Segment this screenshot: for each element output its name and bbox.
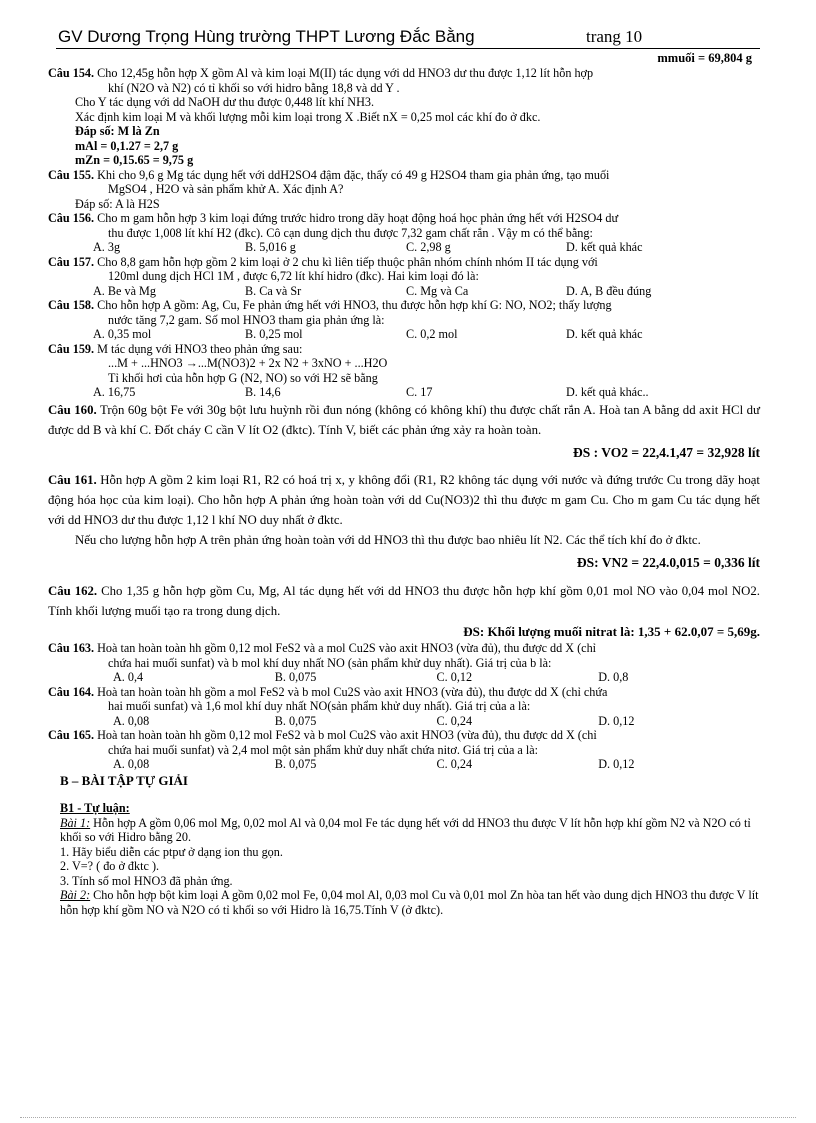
option-b: B. 0,25 mol xyxy=(245,327,303,341)
answer-options xyxy=(48,240,760,255)
question-label: Câu 159. xyxy=(48,341,95,356)
question-text: Cho m gam hỗn hợp 3 kim loại đứng trước hidro trong dãy hoạt động hoá học phản ứng hết với H2SO4 dư xyxy=(97,211,619,225)
answer-text: ĐS: VN2 = 22,4.0,015 = 0,336 lít xyxy=(576,555,760,570)
question-label: Câu 158. xyxy=(48,298,95,312)
previous-answer: mmuối = 69,804 g xyxy=(657,51,752,65)
question-label: Câu 156. xyxy=(48,211,95,225)
answer-text: Đáp số: M là Zn xyxy=(75,124,160,138)
option-a: A. 0,08 xyxy=(113,757,150,771)
answer-options xyxy=(48,757,760,772)
question-160 xyxy=(48,400,760,461)
header-author: GV Dương Trọng Hùng trường THPT Lương Đắc Bằng xyxy=(58,27,475,46)
question-label: Câu 161. xyxy=(48,473,97,487)
section-b xyxy=(48,774,760,918)
question-label: Câu 160. xyxy=(48,402,97,417)
option-c: C. 0,24 xyxy=(436,713,473,728)
question-text: Hoà tan hoàn toàn hh gồm 0,12 mol FeS2 và b mol Cu2S vào axit HNO3 (vừa đủ), thu được dd X (chỉ xyxy=(97,728,597,742)
option-b: B. 0,075 xyxy=(274,757,317,771)
document-body xyxy=(48,66,760,917)
answer-options xyxy=(48,284,760,299)
question-text: Cho 1,35 g hỗn hợp gồm Cu, Mg, Al tác dụng hết với dd HNO3 thu được hỗn hợp khí gồm 0,01 mol NO vào 0,04 mol NO2. Tính khối lượng muối tạo ra trong dung dịch. xyxy=(48,583,760,618)
option-c: C. 2,98 g xyxy=(406,240,451,254)
option-c: C. 0,2 mol xyxy=(406,327,458,341)
question-text: MgSO4 , H2O và sản phẩm khử A. Xác định A? xyxy=(108,182,344,196)
option-d: D. 0,12 xyxy=(598,713,635,728)
subsection-title: B1 - Tự luận: xyxy=(60,801,130,815)
option-d: D. 0,8 xyxy=(598,670,629,684)
question-163 xyxy=(48,641,760,685)
answer-text: ĐS : VO2 = 22,4.1,47 = 32,928 lít xyxy=(573,444,760,460)
option-b: B. 14,6 xyxy=(245,385,281,399)
page-bottom-divider xyxy=(20,1117,796,1118)
question-159 xyxy=(48,342,760,400)
question-text: Cho Y tác dụng với dd NaOH dư thu được 0,448 lít khí NH3. xyxy=(75,95,375,109)
question-text: khí (N2O và N2) có tỉ khối so với hidro bằng 18,8 và dd Y . xyxy=(108,80,400,95)
question-text: Cho 8,8 gam hỗn hợp gồm 2 kim loại ở 2 chu kì liên tiếp thuộc phân nhóm chính nhóm II tác dụng với xyxy=(97,254,598,269)
option-a: A. 0,08 xyxy=(113,713,150,728)
exercise-label: Bài 2: xyxy=(60,888,91,902)
question-text: Cho hỗn hợp A gồm: Ag, Cu, Fe phản ứng hết với HNO3, thu được hỗn hợp khí G: NO, NO2; thấy lượng xyxy=(97,298,612,312)
question-text: chứa hai muối sunfat) và b mol khí duy nhất NO (sản phẩm khử duy nhất). Giá trị của b là: xyxy=(108,655,552,670)
question-text: Tỉ khối hơi của hỗn hợp G (N2, NO) so với H2 sẽ bằng xyxy=(108,370,378,385)
question-text: Nếu cho lượng hỗn hợp A trên phản ứng hoàn toàn với dd HNO3 thì thu được bao nhiêu lít N2. Các thể tích khí đo ở đktc. xyxy=(75,533,701,547)
answer-options xyxy=(48,714,760,729)
question-text: hai muối sunfat) và 1,6 mol khí duy nhất NO(sản phẩm khử duy nhất). Giá trị của a là: xyxy=(108,699,531,713)
question-165 xyxy=(48,728,760,772)
answer-text: ĐS: Khối lượng muối nitrat là: 1,35 + 62.0,07 = 5,69g. xyxy=(463,623,760,639)
option-d: D. kết quả khác.. xyxy=(566,385,649,399)
question-text: 120ml dung dịch HCl 1M , được 6,72 lít khí hidro (đkc). Hai kim loại đó là: xyxy=(108,269,479,283)
question-label: Câu 154. xyxy=(48,66,95,80)
answer-options xyxy=(48,327,760,342)
question-text: Khi cho 9,6 g Mg tác dụng hết với ddH2SO4 đậm đặc, thấy có 49 g H2SO4 tham gia phản ứng, tạo muối xyxy=(97,167,610,182)
question-164 xyxy=(48,685,760,729)
section-title: B – BÀI TẬP TỰ GIẢI xyxy=(60,772,188,788)
option-a: A. 3g xyxy=(93,240,121,254)
reaction-equation: ...M + ...HNO3 →...M(NO3)2 + 2x N2 + 3xNO + ...H2O xyxy=(108,356,388,370)
page-header xyxy=(56,26,760,49)
option-b: B. 5,016 g xyxy=(245,240,296,254)
answer-text: Đáp số: A là H2S xyxy=(75,196,160,211)
option-c: C. 0,12 xyxy=(436,670,473,684)
option-a: A. 16,75 xyxy=(93,385,136,399)
question-156 xyxy=(48,211,760,255)
question-text: chứa hai muối sunfat) và 2,4 mol một sản phẩm khử duy nhất chứa nitơ. Giá trị của a là: xyxy=(108,742,539,757)
question-162 xyxy=(48,581,760,640)
exercise-item: 2. V=? ( đo ở đktc ). xyxy=(60,859,160,873)
option-a: A. Be và Mg xyxy=(93,283,156,298)
question-text: Cho 12,45g hỗn hợp X gồm Al và kim loại M(II) tác dụng với dd HNO3 dư thu được 1,12 lít hỗn hợp xyxy=(97,66,594,80)
question-text: Hoà tan hoàn toàn hh gồm a mol FeS2 và b mol Cu2S vào axit HNO3 (vừa đủ), thu được dd X (chỉ chứa xyxy=(97,684,608,699)
answer-options xyxy=(48,385,760,400)
question-label: Câu 164. xyxy=(48,684,95,699)
option-b: B. Ca và Sr xyxy=(245,283,302,298)
question-label: Câu 162. xyxy=(48,583,98,598)
question-text: Hoà tan hoàn toàn hh gồm 0,12 mol FeS2 và a mol Cu2S vào axit HNO3 (vừa đủ), thu được dd X (chỉ xyxy=(97,641,597,655)
question-text: nước tăng 7,2 gam. Số mol HNO3 tham gia phản ứng là: xyxy=(108,312,385,327)
question-155 xyxy=(48,168,760,212)
question-label: Câu 163. xyxy=(48,641,95,655)
question-label: Câu 155. xyxy=(48,167,95,182)
option-c: C. Mg và Ca xyxy=(406,283,469,298)
question-157 xyxy=(48,255,760,299)
exercise-text: Cho hỗn hợp bột kim loại A gồm 0,02 mol Fe, 0,04 mol Al, 0,03 mol Cu và 0,01 mol Zn hòa tan hết vào dung dịch HNO3 thu được V lít hỗn hợp khí gồm NO và N2O có tỉ khối so với Hidro là 16,75.Tính V (ở đktc). xyxy=(60,888,759,917)
option-a: A. 0,4 xyxy=(113,670,144,684)
question-161 xyxy=(48,470,760,571)
exercise-text: Hỗn hợp A gồm 0,06 mol Mg, 0,02 mol Al và 0,04 mol Fe tác dụng hết với dd HNO3 thu được V lít hỗn hợp khí gồm N2 và N2O có tỉ khối so với Hidro bằng 20. xyxy=(60,815,751,844)
answer-text: mAl = 0,1.27 = 2,7 g xyxy=(75,138,179,153)
option-c: C. 0,24 xyxy=(436,757,473,771)
answer-text: mZn = 0,15.65 = 9,75 g xyxy=(75,153,194,167)
exercise-item: 1. Hãy biểu diễn các ptpư ở dạng ion thu gọn. xyxy=(60,844,283,859)
option-c: C. 17 xyxy=(406,385,433,399)
answer-options xyxy=(48,670,760,685)
question-text: thu được 1,008 lít khí H2 (đkc). Cô cạn dung dịch thu được 7,32 gam chất rắn . Vậy m có thể bằng: xyxy=(108,225,593,240)
option-d: D. A, B đều đúng xyxy=(566,283,652,298)
question-154 xyxy=(48,66,760,168)
question-label: Câu 157. xyxy=(48,254,95,269)
question-text: Xác định kim loại M và khối lượng mỗi kim loại trong X .Biết nX = 0,25 mol các khí đo ở đkc. xyxy=(75,109,541,124)
option-b: B. 0,075 xyxy=(274,713,317,728)
question-text: Trộn 60g bột Fe với 30g bột lưu huỳnh rồi đun nóng (không có không khí) thu được chất rắn A. Hoà tan A bằng dd axit HCl dư được dd B và khí C. Đốt cháy C cần V lít O2 (đktc). Tính V, biết các phản ứng xảy ra hoàn toàn. xyxy=(48,402,760,437)
question-158 xyxy=(48,298,760,342)
exercise-item: 3. Tính số mol HNO3 đã phản ứng. xyxy=(60,873,233,888)
exercise-label: Bài 1: xyxy=(60,815,91,830)
option-b: B. 0,075 xyxy=(274,670,317,684)
option-d: D. 0,12 xyxy=(598,757,635,771)
header-page-number: trang 10 xyxy=(586,27,643,46)
option-a: A. 0,35 mol xyxy=(93,327,152,341)
question-text: M tác dụng với HNO3 theo phản ứng sau: xyxy=(97,341,303,356)
question-text: Hỗn hợp A gồm 2 kim loại R1, R2 có hoá trị x, y không đổi (R1, R2 không tác dụng với nước và đứng trước Cu trong dãy hoạt động hóa học của kim loại). Cho hỗn hợp A phản ứng hoàn toàn với dd Cu(NO3)2 thì thu được m gam Cu. Cho m gam Cu tác dụng hết với dd HNO3 dư thu được 1,12 l khí NO duy nhất ở đktc. xyxy=(48,473,760,527)
option-d: D. kết quả khác xyxy=(566,240,643,254)
question-label: Câu 165. xyxy=(48,728,95,742)
option-d: D. kết quả khác xyxy=(566,327,643,341)
